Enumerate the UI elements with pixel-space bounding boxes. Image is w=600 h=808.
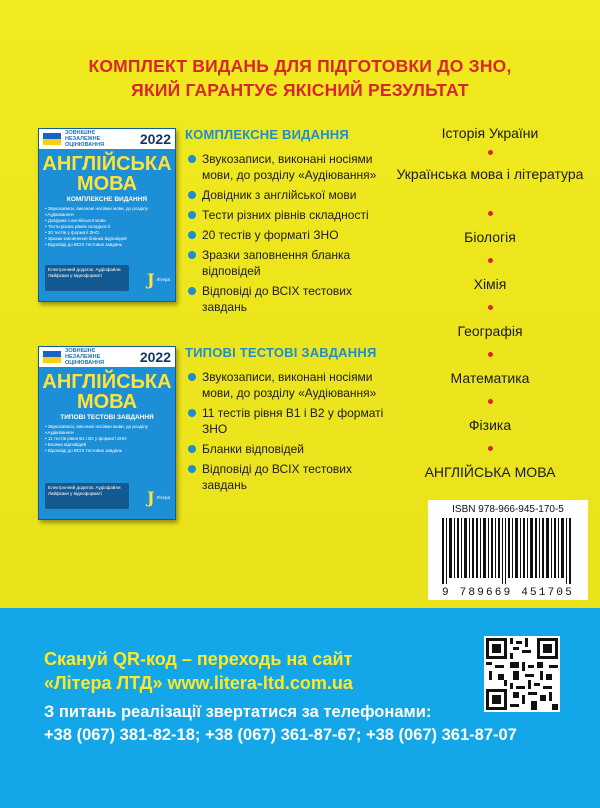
cover-item: • Відповіді до ВСІХ тестових завдань — [45, 242, 169, 248]
feature-item: Звукозаписи, виконані носіями мови, до розділу «Аудіювання» — [185, 369, 395, 401]
cover-extras: Електронний додаток: Аудіофайли Лайфхаки у відеоформаті — [45, 483, 129, 509]
qr-code-icon[interactable] — [484, 636, 560, 712]
cover-subtitle: КОМПЛЕКСНЕ ВИДАННЯ — [66, 196, 148, 203]
cover-item: • Відповіді до ВСІХ тестових завдань — [45, 448, 169, 454]
cover-year: 2022 — [139, 131, 171, 147]
cover-header — [39, 347, 175, 367]
headline-line-1: КОМПЛЕКТ ВИДАНЬ ДЛЯ ПІДГОТОВКИ ДО ЗНО, — [88, 56, 512, 76]
headline — [0, 54, 600, 102]
cover-item: • Бланки відповідей — [45, 442, 169, 448]
publisher-logo — [147, 488, 170, 507]
subject-item: АНГЛІЙСЬКА МОВА — [424, 464, 556, 480]
feature-item: Звукозаписи, виконані носіями мови, до розділу «Аудіювання» — [185, 151, 395, 183]
cover-title-line-2: МОВА — [76, 173, 138, 195]
book-description-typical — [185, 345, 395, 497]
publisher-logo-icon: J — [146, 270, 155, 289]
isbn-number: 9 789669 451705 — [441, 587, 575, 599]
feature-item: Бланки відповідей — [185, 441, 395, 457]
publisher-name: Літера — [156, 495, 170, 500]
book-heading: ТИПОВІ ТЕСТОВІ ЗАВДАННЯ — [185, 345, 377, 360]
cover-item-list — [39, 206, 175, 248]
barcode-icon — [442, 518, 574, 584]
book-cover-complex-edition — [38, 128, 176, 302]
cover-item: • Зразки заповнення бланка відповідей — [45, 236, 169, 242]
cover-item: • Довідник з англійської мови — [45, 218, 169, 224]
ukraine-flag-icon — [43, 351, 61, 363]
cover-header — [39, 129, 175, 149]
cover-zno-label: ЗОВНІШНЄ НЕЗАЛЕЖНЕ ОЦІНЮВАННЯ — [65, 348, 105, 366]
cover-item: • Звукозаписи, виконані носіями мови, до розділу «Аудіювання» — [45, 206, 169, 218]
cover-subtitle: ТИПОВІ ТЕСТОВІ ЗАВДАННЯ — [60, 414, 154, 421]
phone-numbers: +38 (067) 381-82-18; +38 (067) 361-87-67; +38 (067) 361-87-07 — [44, 726, 517, 744]
book-description-complex — [185, 127, 395, 319]
cover-item: • Звукозаписи, виконані носіями мови, до розділу «Аудіювання» — [45, 424, 169, 436]
publisher-name: Літера — [156, 277, 170, 282]
feature-item: Відповіді до ВСІХ тестових завдань — [185, 461, 395, 493]
subject-item: Біологія — [464, 229, 516, 245]
subject-list — [395, 124, 585, 482]
cover-item: • 11 тестів рівня В1 і В2 у форматі ЗНО — [45, 436, 169, 442]
headline-line-2: ЯКИЙ ГАРАНТУЄ ЯКІСНИЙ РЕЗУЛЬТАТ — [131, 80, 469, 100]
contact-panel — [0, 608, 600, 808]
subject-item: Історія України — [441, 125, 539, 141]
feature-item: Відповіді до ВСІХ тестових завдань — [185, 283, 395, 315]
feature-item: Зразки заповнення бланка відповідей — [185, 247, 395, 279]
subject-item: Математика — [450, 370, 530, 386]
feature-item: Довідник з англійської мови — [185, 187, 395, 203]
feature-item: Тести різних рівнів складності — [185, 207, 395, 223]
cover-extras: Електронний додаток: Аудіофайли Лайфхаки у відеоформаті — [45, 265, 129, 291]
cover-year: 2022 — [139, 349, 171, 365]
cover-title-line-1: АНГЛІЙСЬКА — [42, 153, 172, 175]
book-heading: КОМПЛЕКСНЕ ВИДАННЯ — [185, 127, 349, 142]
feature-list — [185, 151, 395, 315]
cover-item-list — [39, 424, 175, 454]
cover-item: • 20 тестів у форматі ЗНО — [45, 230, 169, 236]
book-cover-typical-tasks — [38, 346, 176, 520]
ukraine-flag-icon — [43, 133, 61, 145]
subject-item: Географія — [457, 323, 523, 339]
subject-item: Фізика — [468, 417, 512, 433]
feature-list — [185, 369, 395, 493]
qr-prompt: Скануй QR-код – переходь на сайт — [44, 649, 353, 669]
feature-item: 20 тестів у форматі ЗНО — [185, 227, 395, 243]
feature-item: 11 тестів рівня В1 і В2 у форматі ЗНО — [185, 405, 395, 437]
subject-item: Українська мова і література — [396, 166, 584, 182]
cover-zno-label: ЗОВНІШНЄ НЕЗАЛЕЖНЕ ОЦІНЮВАННЯ — [65, 130, 105, 148]
isbn-label: ISBN 978-966-945-170-5 — [452, 504, 564, 515]
subject-item: Хімія — [473, 276, 507, 292]
publisher-logo — [147, 270, 170, 289]
cover-title-line-1: АНГЛІЙСЬКА — [42, 371, 172, 393]
publisher-logo-icon: J — [146, 488, 155, 507]
cover-title-line-2: МОВА — [76, 391, 138, 413]
website-line: «Літера ЛТД» www.litera-ltd.com.ua — [44, 673, 353, 693]
cover-item: • Тести різних рівнів складності — [45, 224, 169, 230]
isbn-barcode — [428, 500, 588, 600]
phone-heading: З питань реалізації звертатися за телефонами: — [44, 703, 432, 721]
